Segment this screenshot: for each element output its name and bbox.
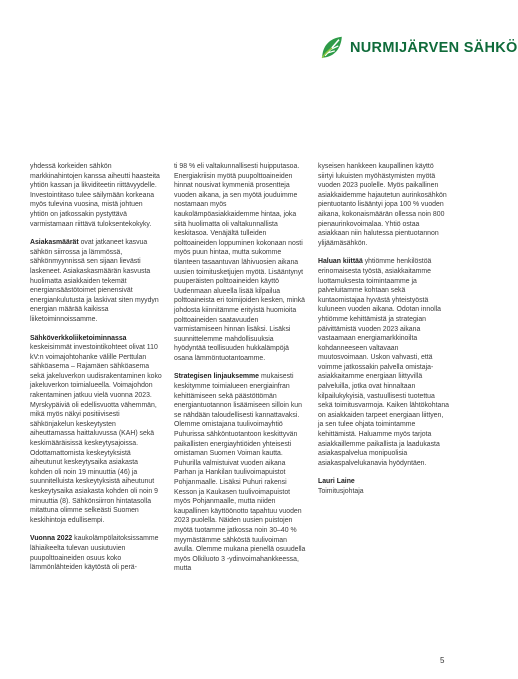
paragraph-text: yhtiömme henkilöstöä erinomaisesta työstä, asiakkaitamme luottamuksesta toimintaamme ja palveluitamme kohtaan sekä kuntaomistajaa hyvästä yhteistyöstä kuluneen vuoden aikana. Odotan innolla yhtiömme kehittämistä ja strategian päivittämistä vuoden 2023 aikana vastaamaan energiamarkkinoilta kohdanneeseen valtavaan muutosvoimaan. Uskon vahvasti, että voimme jatkossakin palvella omistaja-asiakkaitamme energiaan liittyvillä palveluilla, jotka ovat hinnaltaan kilpailukykyisiä, vastuullisesti tuotettua sekä toimitusvarmoja. Kaiken lähtökohtana on asiakkaiden tarpeet energiaan liittyen, ja sen tulee ohjata toimintamme kehittämistä. Haluamme myös tarjota asiakkaillemme paikallista ja laadukasta asiakaspalvelua monipuolisia asiakaspalvelukanavia hyödyntäen. bbox=[318, 258, 449, 467]
signature-title: Toimitusjohtaja bbox=[318, 488, 364, 495]
paragraph-text: ovat jatkaneet kasvua sähkön siirrossa ja lämmössä, sähkönmyynnissä sen sijaan lievästi laskeneet. Asiakaskasmäärän kasvusta huolimatta asiakkaiden tekemät energiansäästötoimet pienensivät energiankulutusta ja laskivat siten myydyn energian määrää kaikissa liiketoiminnoissamme. bbox=[30, 239, 159, 323]
column-3 bbox=[318, 162, 450, 583]
column-1 bbox=[30, 162, 162, 583]
logo-wordmark: NURMIJÄRVEN SÄHKÖ bbox=[350, 40, 518, 56]
paragraph-lead: Sähköverkkoliiketoiminnassa bbox=[30, 334, 127, 342]
paragraph-lead: Strategisen linjauksemme bbox=[174, 373, 260, 381]
article-body bbox=[30, 162, 450, 583]
paragraph bbox=[30, 162, 162, 229]
column-2 bbox=[174, 162, 306, 583]
paragraph-text: yhdessä korkeiden sähkön markkinahintojen kanssa aiheutti haasteita yhtiön kassan ja likviditeetin riittävyydelle. Investointitaso tulee säilymään korkeana myös tulevina vuosina, mistä johtuen yhtiön on jatkossakin pystyttävä varmistamaan riittävä tuloksentekokyky. bbox=[30, 163, 160, 228]
paragraph bbox=[30, 238, 162, 324]
paragraph-text: keskeisimmät investointikohteet olivat 110 kV:n voimajohtohanke välille Perttulan sähköasema – Rajamäen sähköasema sekä jakeluverkon uudisrakentaminen koko jakeluverkon toimialueella. Voimajohdon rakentaminen jatkuu vielä vuonna 2023. Myrskypäiviä oli edellisvuotta vähemmän, mikä myös näkyi positiivisesti sähkönjakelun keskeytysten aiheuttamassa haittaluvussa (KAH) sekä keskimääräisissä keskeytysajoissa. Odottamattomista keskeytyksistä aiheutunut keskeytysaika asiakasta kohden oli noin 19 minuuttia (46) ja suunnitelluista keskeytyksistä aiheutunut keskeytysaika asiakasta kohden oli noin 9 minuuttia (8). Sähkönsiirron hintatasolla mitattuna olimme selkeästi Suomen keskihintoja edullisempi. bbox=[30, 344, 162, 524]
paragraph-text: ti 98 % eli valtakunnallisesti huipputasoa. Energiakriisin myötä puupolttoaineiden hinnat nousivat kymmeniä prosentteja vuoden aikana, ja sen myötä jouduimme nostamaan myös kaukolämpöasiakkaidemme hintaa, joka siitä huolimatta oli valtakunnallista keskitasoa. Venäjältä tulleiden polttoaineiden loppuminen kokonaan nosti myös puun hintaa, mutta sukomme tilanteen tasaantuvan lähivuosien aikana uusien toimitusketjujen myötä. Lisääntynyt puuperäisten polttoaineiden käyttö Uudenmaan alueella lisää kilpailua polttoaineista eri toimijoiden kesken, minkä johdosta kiinnitämme erityistä huomioita polttoaineiden saatavuuden varmistamiseen hinnan lisäksi. Lisäksi suunnittelemme mahdollisuuksia hyödyntää teollisuuden hukkalämpöjä osana lämmöntuotantoamme. bbox=[174, 163, 305, 362]
paragraph-lead: Haluan kiittää bbox=[318, 258, 363, 266]
paragraph-text: mukaisesti keskitymme toimialueen energiainfran kehittämiseen sekä päästöttömän energiantuotannon lisäämiseen silloin kun se nähdään taloudellisesti kannattavaksi. Olemme omistajana tuulivoimayhtiö Puhurissa sähköntuotantoon keskittyvän paikallisten energiayhtiöiden yhteisesti omistaman Suomen Voiman kautta. Puhurilla valmistuivat vuoden aikana Parhan ja Hankilan tuulivoimapuistot Pohjanmaalle. Lisäksi Puhuri rakensi Kesson ja Kaukasen tuulivoimapuistot myös Pohjanmaalle, mutta niiden kaupallinen käyttöönotto tapahtuu vuoden 2023 puolella. Näiden uusien puistojen myötä tuotamme jatkossa noin 30–40 % myymästämme sähköstä tuulivoiman avulla. Olemme mukana pienellä osuudella myös Olkiluoto 3 -ydinvoimahankkeessa, mutta bbox=[174, 373, 306, 573]
page-number: 5 bbox=[440, 656, 445, 665]
signature-name: Lauri Laine bbox=[318, 478, 355, 486]
paragraph bbox=[174, 162, 306, 363]
paragraph-lead: Asiakasmäärät bbox=[30, 239, 79, 247]
logo-leaf-icon bbox=[318, 34, 346, 62]
paragraph-text: kaukolämpölaitoksissamme lähiaikeelta tulevan uusiutuvien puupolttoaineiden osuus koko lämmönlähteiden käytöstä oli perä- bbox=[30, 535, 159, 572]
signature bbox=[318, 477, 450, 496]
paragraph-text: kyseisen hankkeen kaupallinen käyttö siirtyi lukuisten myöhästymisten myötä vuoden 2023 puolelle. Myös paikallinen asiakkaidemme hajautetun aurinkosähkön pientuotanto lisääntyi jopa 100 % vuoden aikana, kokonaismäärän ollessa noin 800 pienaurinkovoimalaa. Yhtiö ostaa asiakkaan niin halutessa pientuotannon ylijäämäsähkön. bbox=[318, 163, 447, 247]
company-logo bbox=[318, 34, 518, 62]
paragraph bbox=[174, 372, 306, 573]
paragraph bbox=[318, 257, 450, 468]
paragraph-lead: Vuonna 2022 bbox=[30, 535, 73, 543]
paragraph bbox=[30, 534, 162, 572]
paragraph bbox=[30, 334, 162, 526]
paragraph bbox=[318, 162, 450, 248]
